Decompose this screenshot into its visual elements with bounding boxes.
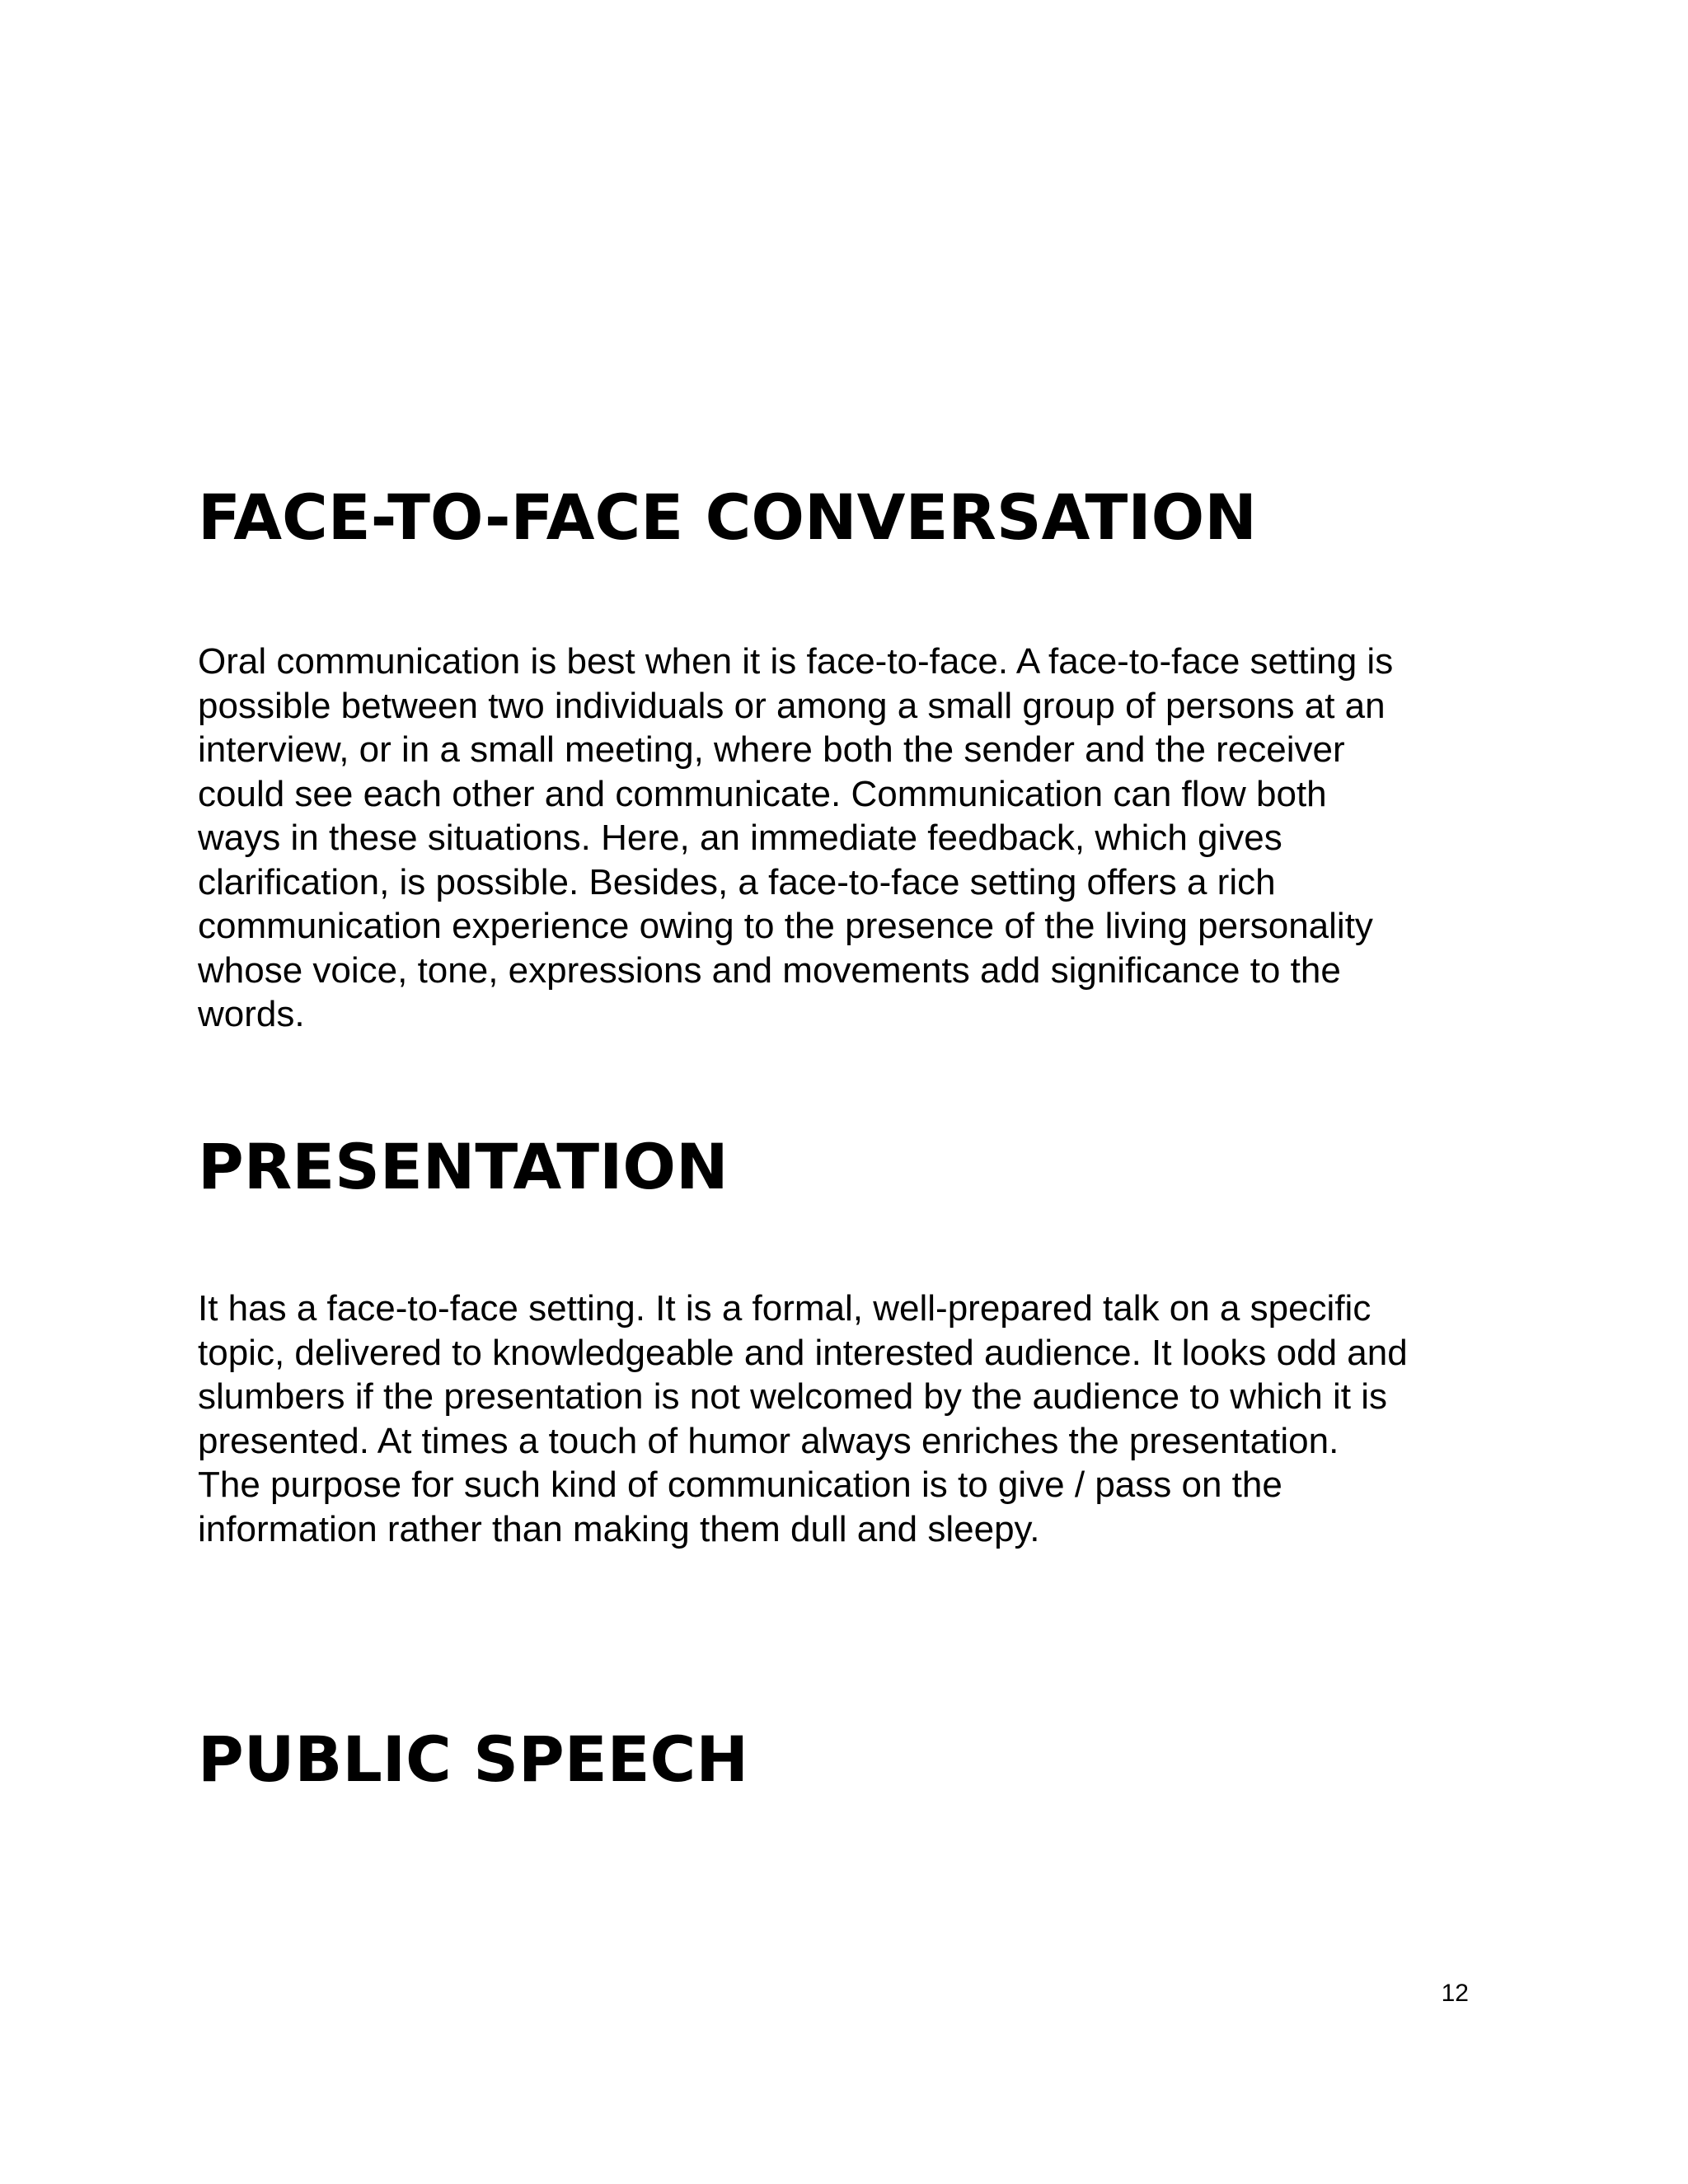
page-number: 12 <box>1441 1980 1469 2007</box>
paragraph-line: ways in these situations. Here, an immediate feedback, which gives <box>198 818 1282 858</box>
paragraph-line: information rather than making them dull and sleepy. <box>198 1508 1040 1549</box>
paragraph-line: topic, delivered to knowledgeable and interested audience. It looks odd and <box>198 1332 1408 1373</box>
paragraph-line: words. <box>198 994 305 1034</box>
section-heading-presentation: PRESENTATION <box>198 1130 729 1203</box>
paragraph-line: slumbers if the presentation is not welcomed by the audience to which it is <box>198 1376 1387 1417</box>
paragraph-line: clarification, is possible. Besides, a face-to-face setting offers a rich <box>198 861 1276 902</box>
section-body-face-to-face <box>198 640 1517 1037</box>
paragraph-line: The purpose for such kind of communication is to give / pass on the <box>198 1465 1282 1505</box>
paragraph-line: interview, or in a small meeting, where both the sender and the receiver <box>198 729 1345 770</box>
paragraph-line: possible between two individuals or among a small group of persons at an <box>198 685 1386 726</box>
paragraph-line: Oral communication is best when it is face-to-face. A face-to-face setting is <box>198 641 1394 682</box>
section-body-presentation <box>198 1286 1517 1551</box>
section-heading-face-to-face: FACE-TO-FACE CONVERSATION <box>198 480 1257 554</box>
paragraph-line: could see each other and communicate. Communication can flow both <box>198 773 1327 814</box>
paragraph-line: communication experience owing to the presence of the living personality <box>198 906 1373 946</box>
paragraph-line: presented. At times a touch of humor always enriches the presentation. <box>198 1420 1339 1461</box>
paragraph-line: It has a face-to-face setting. It is a formal, well-prepared talk on a specific <box>198 1288 1372 1329</box>
section-heading-public-speech: PUBLIC SPEECH <box>198 1722 748 1796</box>
paragraph-line: whose voice, tone, expressions and movements add significance to the <box>198 949 1341 991</box>
